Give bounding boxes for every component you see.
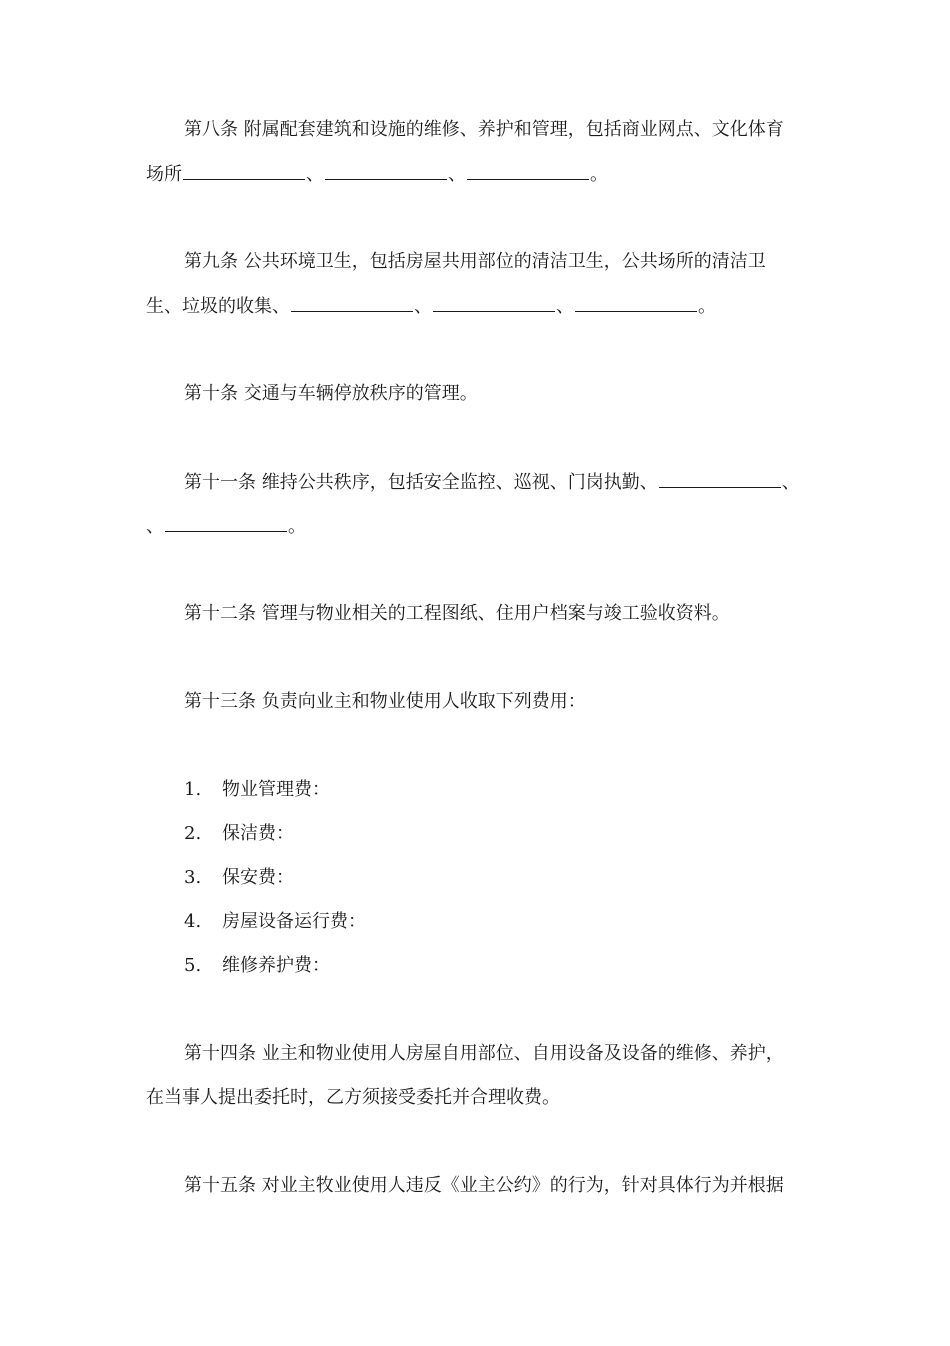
separator: 、 [781, 472, 800, 493]
period: 。 [698, 296, 716, 317]
blank-line [165, 514, 287, 532]
period: 。 [288, 516, 306, 537]
item-number: 5. [184, 955, 202, 976]
item-number: 3. [184, 867, 202, 888]
separator: 、 [306, 164, 324, 185]
article-9-line-1: 第九条 公共环境卫生，包括房屋共用部位的清洁卫生，公共场所的清洁卫 [184, 251, 766, 272]
blank-line [575, 294, 697, 312]
blank-line [291, 294, 413, 312]
blank-line [433, 294, 555, 312]
separator: 、 [448, 164, 466, 185]
blank-line [659, 470, 781, 488]
item-number: 1. [184, 779, 202, 800]
separator: 、 [414, 296, 432, 317]
blank-line [183, 162, 305, 180]
blank-line [325, 162, 447, 180]
article-9-prefix: 生、垃圾的收集、 [146, 296, 290, 317]
article-13-line-1: 第十三条 负责向业主和物业使用人收取下列费用： [184, 691, 586, 712]
article-8-prefix: 场所 [146, 164, 182, 185]
fee-item-1 [184, 778, 852, 802]
article-9-line-2 [146, 294, 814, 319]
period: 。 [590, 164, 608, 185]
fee-item-2 [184, 822, 852, 846]
article-14-line-2: 在当事人提出委托时，乙方须接受委托并合理收费。 [146, 1087, 560, 1108]
item-label: 保洁费： [222, 823, 294, 844]
article-11-line-1 [184, 470, 852, 495]
item-label: 维修养护费： [222, 955, 330, 976]
item-number: 4. [184, 911, 202, 932]
article-10-line-1: 第十条 交通与车辆停放秩序的管理。 [184, 383, 478, 404]
separator: 、 [146, 516, 164, 537]
article-11-prefix: 第十一条 维持公共秩序，包括安全监控、巡视、门岗执勤、 [184, 472, 658, 493]
article-8-line-1: 第八条 附属配套建筑和设施的维修、养护和管理，包括商业网点、文化体育 [184, 119, 784, 140]
fee-item-5 [184, 954, 852, 978]
item-label: 物业管理费： [222, 779, 330, 800]
fee-item-3 [184, 866, 852, 890]
item-number: 2. [184, 823, 202, 844]
article-12-line-1: 第十二条 管理与物业相关的工程图纸、住用户档案与竣工验收资料。 [184, 603, 730, 624]
item-label: 房屋设备运行费： [222, 911, 366, 932]
article-15-line-1: 第十五条 对业主牧业使用人违反《业主公约》的行为，针对具体行为并根据 [184, 1175, 784, 1196]
article-11-line-2 [146, 514, 814, 539]
blank-line [467, 162, 589, 180]
separator: 、 [556, 296, 574, 317]
fee-item-4 [184, 910, 852, 934]
item-label: 保安费： [222, 867, 294, 888]
article-8-line-2 [146, 162, 814, 187]
article-14-line-1: 第十四条 业主和物业使用人房屋自用部位、自用设备及设备的维修、养护， [184, 1043, 784, 1064]
